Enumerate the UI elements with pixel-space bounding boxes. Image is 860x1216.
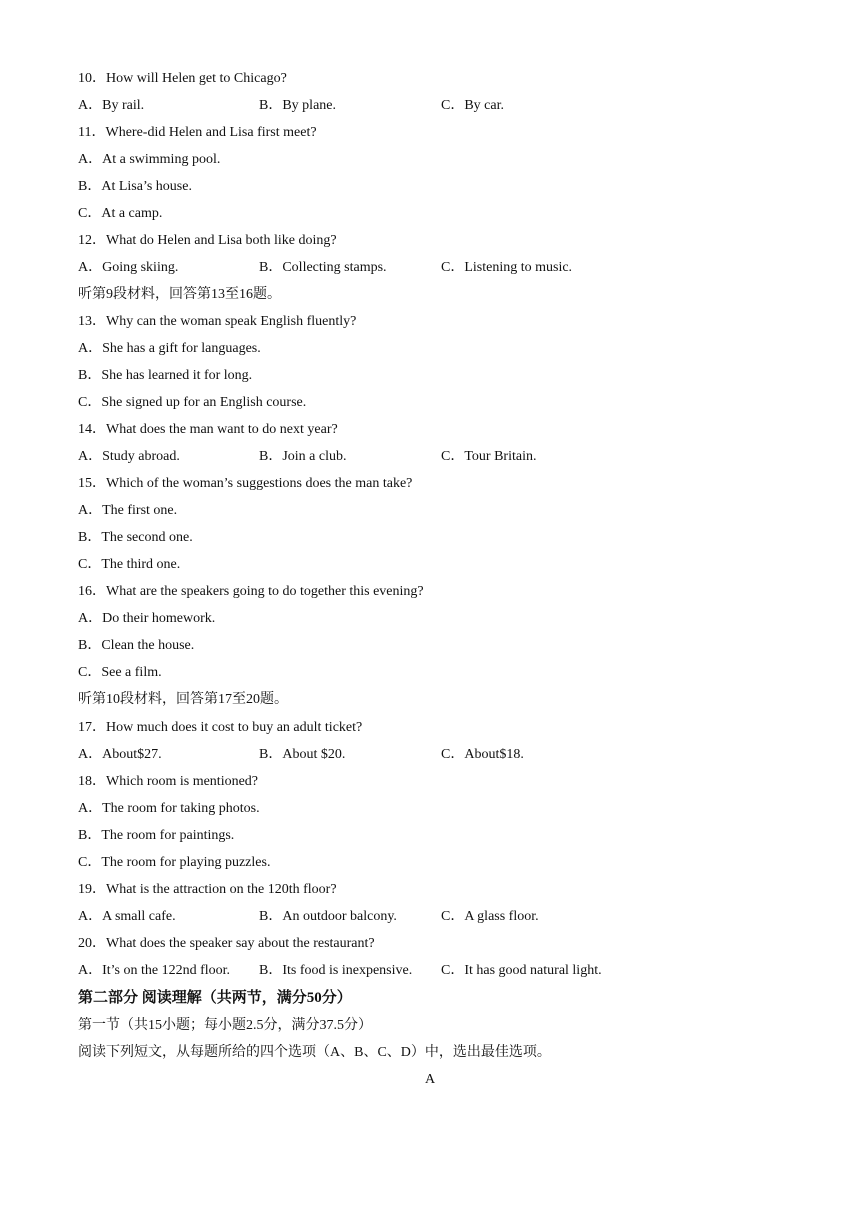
q19-option-c: C．A glass floor.: [441, 909, 539, 924]
question-15: 15．Which of the woman’s suggestions does the man take?: [78, 476, 413, 491]
section-9-instruction: 听第9段材料，回答第13至16题。: [78, 287, 281, 302]
q19-option-b: B．An outdoor balcony.: [259, 909, 397, 924]
q11-option-c: C．At a camp.: [78, 206, 163, 221]
question-11: 11．Where-did Helen and Lisa first meet?: [78, 125, 317, 140]
q12-option-c: C．Listening to music.: [441, 260, 573, 275]
q18-option-b: B．The room for paintings.: [78, 828, 235, 843]
q16-option-c: C．See a film.: [78, 665, 162, 680]
question-16: 16．What are the speakers going to do together this evening?: [78, 584, 424, 599]
q15-option-a: A．The first one.: [78, 503, 178, 518]
q11-option-b: B．At Lisa’s house.: [78, 179, 192, 194]
q10-option-c: C．By car.: [441, 98, 504, 113]
question-17: 17．How much does it cost to buy an adult ticket?: [78, 720, 363, 735]
q18-option-c: C．The room for playing puzzles.: [78, 855, 271, 870]
q16-option-b: B．Clean the house.: [78, 638, 195, 653]
question-14: 14．What does the man want to do next year?: [78, 422, 338, 437]
q14-option-c: C．Tour Britain.: [441, 449, 537, 464]
section-10-instruction: 听第10段材料，回答第17至20题。: [78, 692, 288, 707]
q20-option-a: A．It’s on the 122nd floor.: [78, 963, 231, 978]
q20-option-b: B．Its food is inexpensive.: [259, 963, 413, 978]
q17-option-c: C．About$18.: [441, 747, 524, 762]
q11-option-a: A．At a swimming pool.: [78, 152, 221, 167]
q10-option-b: B．By plane.: [259, 98, 336, 113]
q17-option-a: A．About$27.: [78, 747, 162, 762]
q10-option-a: A．By rail.: [78, 98, 145, 113]
reading-instruction: 阅读下列短文，从每题所给的四个选项（A、B、C、D）中，选出最佳选项。: [78, 1045, 551, 1060]
q17-option-b: B．About $20.: [259, 747, 346, 762]
q16-option-a: A．Do their homework.: [78, 611, 216, 626]
question-20: 20．What does the speaker say about the restaurant?: [78, 936, 375, 951]
question-19: 19．What is the attraction on the 120th floor?: [78, 882, 337, 897]
q12-option-a: A．Going skiing.: [78, 260, 179, 275]
q15-option-c: C．The third one.: [78, 557, 181, 572]
q19-option-a: A．A small cafe.: [78, 909, 176, 924]
q12-option-b: B．Collecting stamps.: [259, 260, 387, 275]
passage-label: A: [424, 1072, 436, 1087]
q13-option-a: A．She has a gift for languages.: [78, 341, 261, 356]
q13-option-b: B．She has learned it for long.: [78, 368, 253, 383]
q14-option-a: A．Study abroad.: [78, 449, 180, 464]
q15-option-b: B．The second one.: [78, 530, 193, 545]
part-2-heading: 第二部分 阅读理解（共两节，满分50分）: [78, 990, 352, 1006]
question-18: 18．Which room is mentioned?: [78, 774, 259, 789]
question-12: 12．What do Helen and Lisa both like doing?: [78, 233, 337, 248]
question-13: 13．Why can the woman speak English fluently?: [78, 314, 357, 329]
q13-option-c: C．She signed up for an English course.: [78, 395, 307, 410]
q18-option-a: A．The room for taking photos.: [78, 801, 260, 816]
q20-option-c: C．It has good natural light.: [441, 963, 602, 978]
section-1-description: 第一节（共15小题；每小题2.5分，满分37.5分）: [78, 1018, 372, 1033]
question-10: 10．How will Helen get to Chicago?: [78, 71, 287, 86]
q14-option-b: B．Join a club.: [259, 449, 347, 464]
